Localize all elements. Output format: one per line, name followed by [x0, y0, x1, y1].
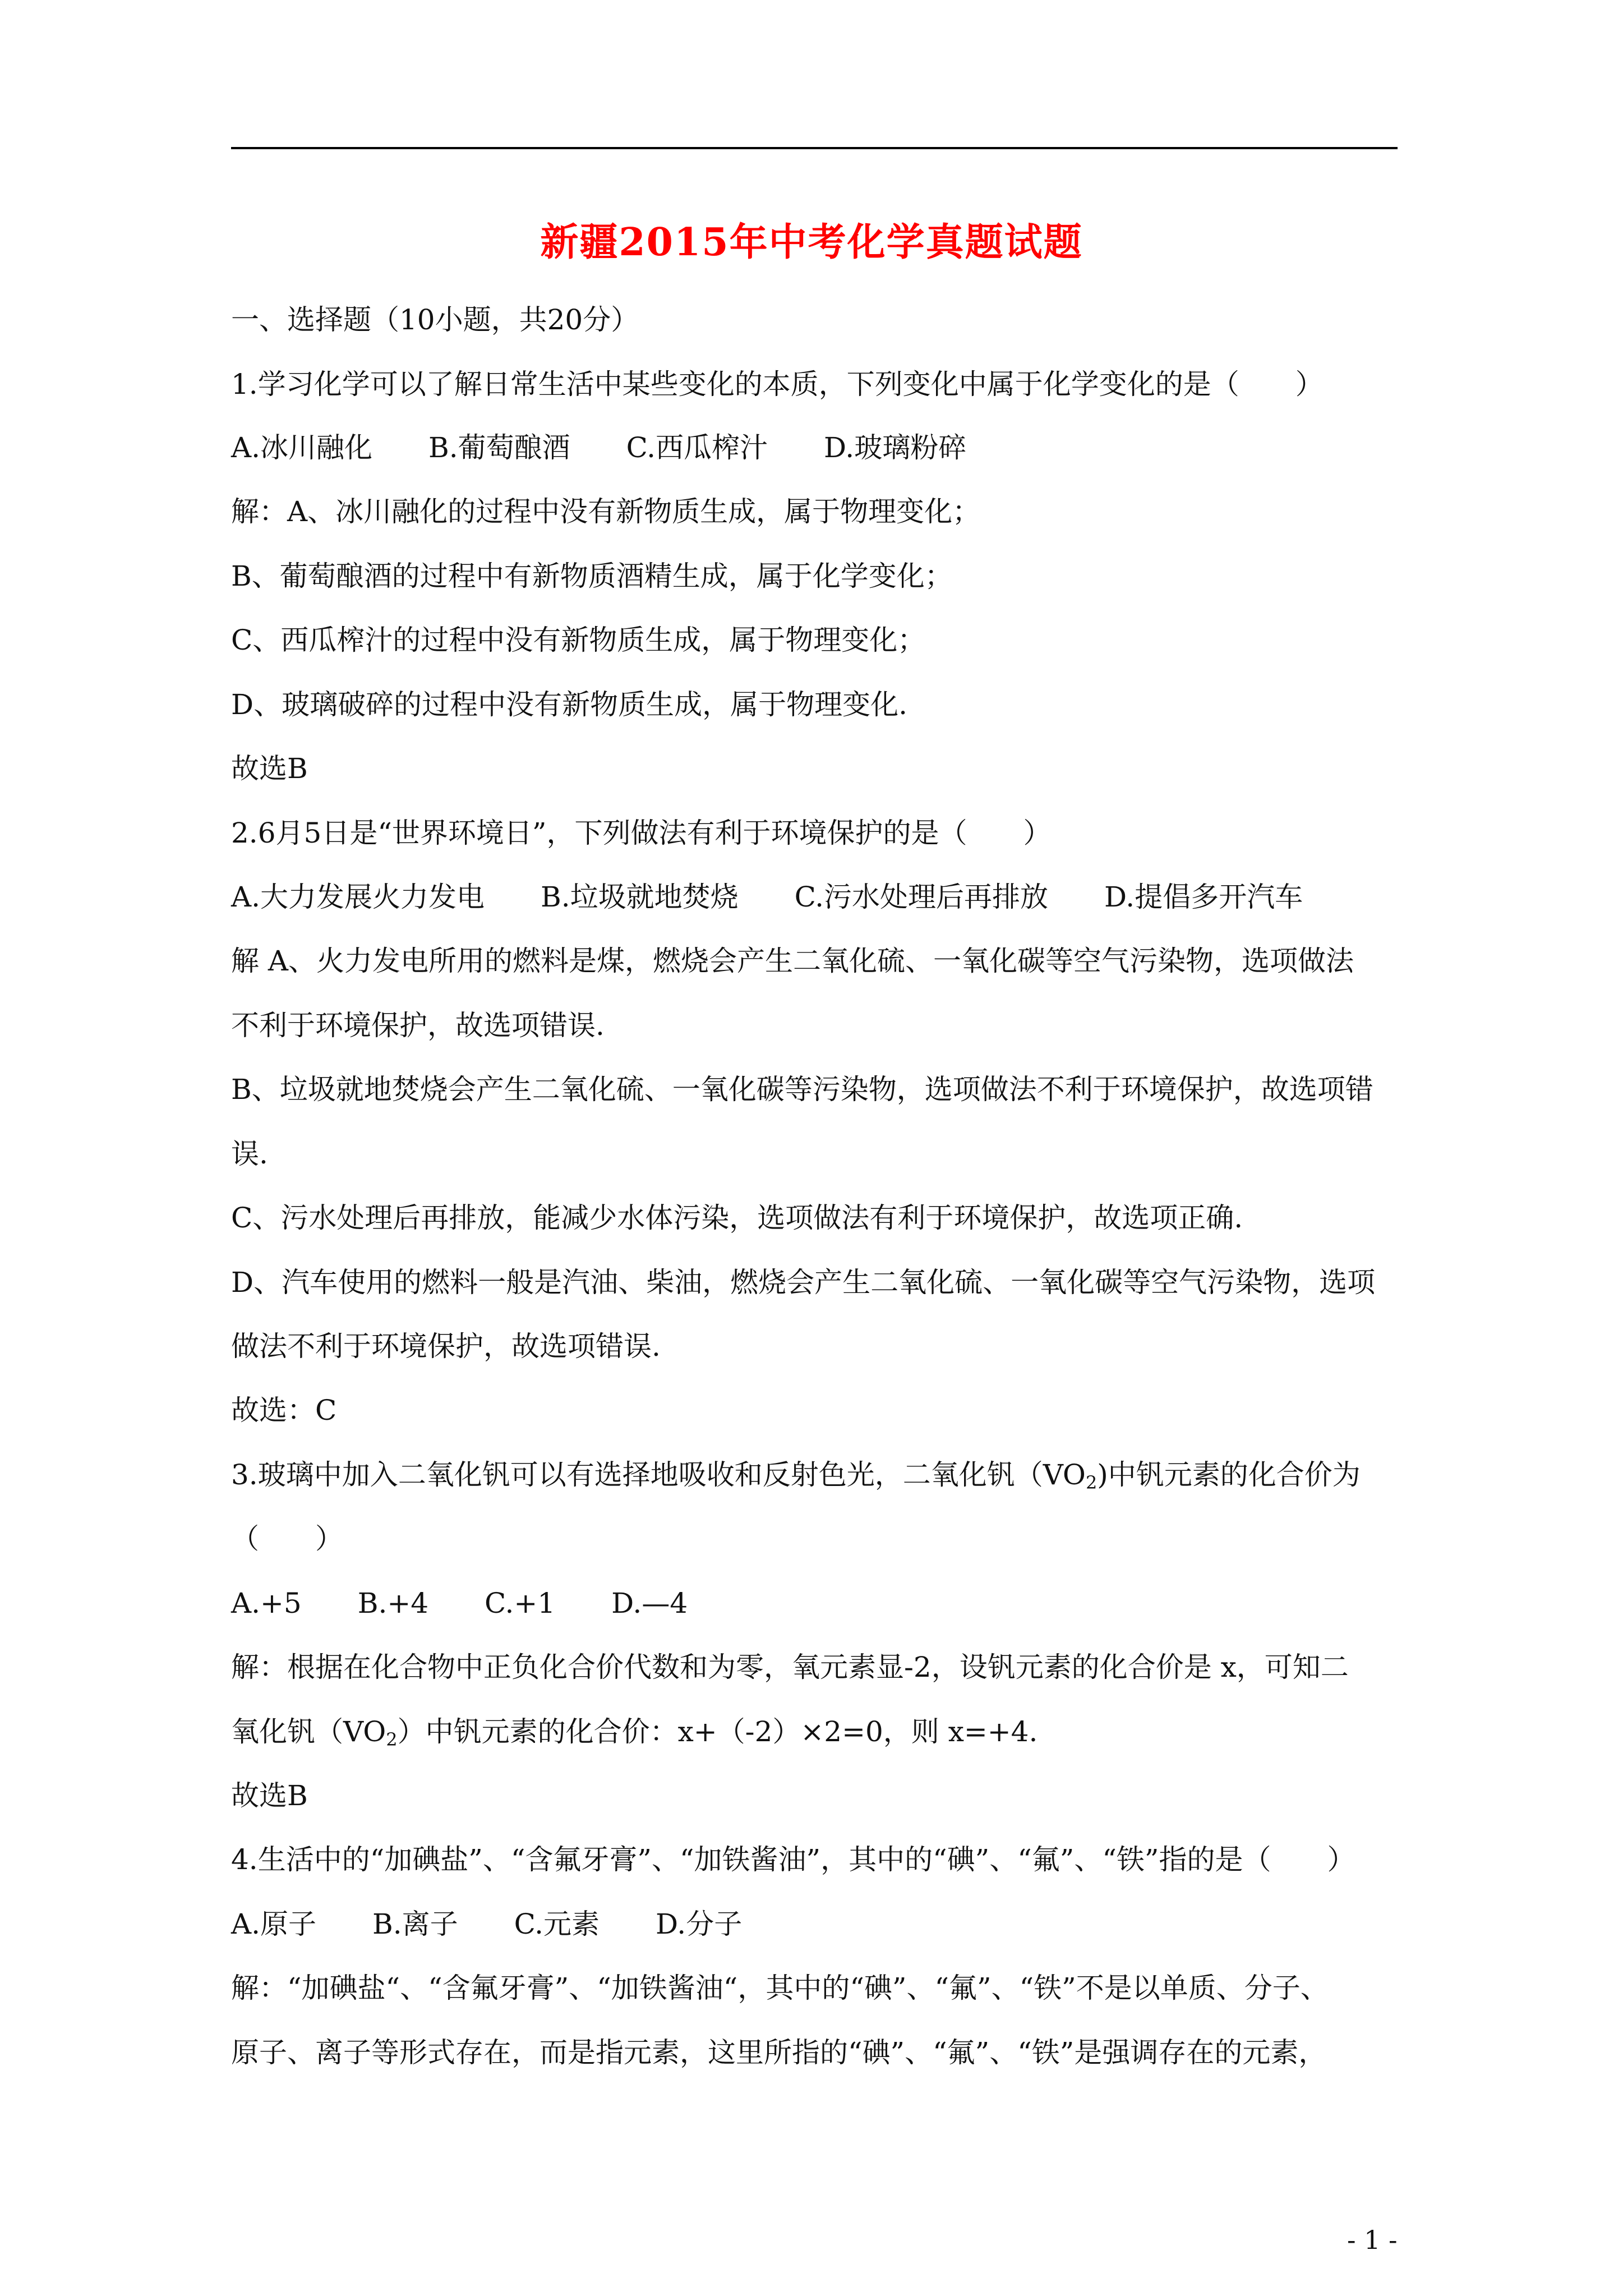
- text-run: 氧化钒（VO: [231, 1715, 386, 1748]
- section-heading: 一、选择题（10小题，共20分）: [231, 303, 639, 336]
- answer-line: [231, 1715, 1038, 1756]
- answer-line: B、葡萄酿酒的过程中有新物质酒精生成，属于化学变化；: [231, 560, 953, 592]
- question-1: 1.学习化学可以了解日常生活中某些变化的本质，下列变化中属于化学变化的是（ ）: [231, 368, 1324, 401]
- text-run: ）中钒元素的化合价：x+（-2）×2=0，则 x=+4.: [397, 1715, 1038, 1748]
- question-2-options: A.大力发展火力发电 B.垃圾就地焚烧 C.污水处理后再排放 D.提倡多开汽车: [231, 881, 1303, 913]
- page-number: - 1 -: [1347, 2225, 1398, 2255]
- question-3: [231, 1458, 1361, 1499]
- answer-choice: 故选B: [231, 752, 308, 785]
- answer-line: 解：根据在化合物中正负化合价代数和为零，氧元素显-2，设钒元素的化合价是 x，可知二: [231, 1651, 1349, 1683]
- answer-line: B、垃圾就地焚烧会产生二氧化硫、一氧化碳等污染物，选项做法不利于环境保护，故选项错: [231, 1073, 1373, 1106]
- answer-line: 解 A、火力发电所用的燃料是煤，燃烧会产生二氧化硫、一氧化碳等空气污染物，选项做法: [231, 945, 1354, 977]
- text-run: 3.玻璃中加入二氧化钒可以有选择地吸收和反射色光，二氧化钒（VO: [231, 1458, 1086, 1491]
- question-4: 4.生活中的“加碘盐”、“含氟牙膏”、“加铁酱油”，其中的“碘”、“氟”、“铁”指的是（ ）: [231, 1843, 1355, 1876]
- answer-line: C、西瓜榨汁的过程中没有新物质生成，属于物理变化；: [231, 624, 926, 656]
- answer-line: D、汽车使用的燃料一般是汽油、柴油，燃烧会产生二氧化硫、一氧化碳等空气污染物，选项: [231, 1266, 1376, 1299]
- answer-line: 解：“加碘盐“、“含氟牙膏”、“加铁酱油“，其中的“碘”、“氟”、“铁”不是以单质、分子、: [231, 1972, 1329, 2004]
- answer-line: D、玻璃破碎的过程中没有新物质生成，属于物理变化.: [231, 688, 907, 721]
- answer-line: 原子、离子等形式存在，而是指元素，这里所指的“碘”、“氟”、“铁”是强调存在的元素，: [231, 2036, 1327, 2069]
- header-rule: [231, 147, 1398, 149]
- answer-line: C、污水处理后再排放，能减少水体污染，选项做法有利于环境保护，故选项正确.: [231, 1202, 1243, 1234]
- text-run: )中钒元素的化合价为: [1097, 1458, 1361, 1491]
- answer-line: 误.: [231, 1138, 268, 1170]
- subscript: 2: [1085, 1472, 1098, 1493]
- question-2: 2.6月5日是“世界环境日”，下列做法有利于环境保护的是（ ）: [231, 817, 1052, 849]
- question-3-options: A.+5 B.+4 C.+1 D.—4: [231, 1587, 688, 1619]
- question-3-brackets: （ ）: [231, 1522, 343, 1555]
- subscript: 2: [386, 1729, 398, 1750]
- question-4-options: A.原子 B.离子 C.元素 D.分子: [231, 1908, 743, 1940]
- answer-line: 解：A、冰川融化的过程中没有新物质生成，属于物理变化；: [231, 495, 981, 528]
- answer-choice: 故选：C: [231, 1394, 337, 1427]
- question-1-options: A.冰川融化 B.葡萄酿酒 C.西瓜榨汁 D.玻璃粉碎: [231, 431, 967, 464]
- answer-line: 不利于环境保护，故选项错误.: [231, 1009, 605, 1042]
- answer-choice: 故选B: [231, 1779, 308, 1812]
- page-title: 新疆2015年中考化学真题试题: [540, 220, 1083, 265]
- answer-line: 做法不利于环境保护，故选项错误.: [231, 1330, 661, 1363]
